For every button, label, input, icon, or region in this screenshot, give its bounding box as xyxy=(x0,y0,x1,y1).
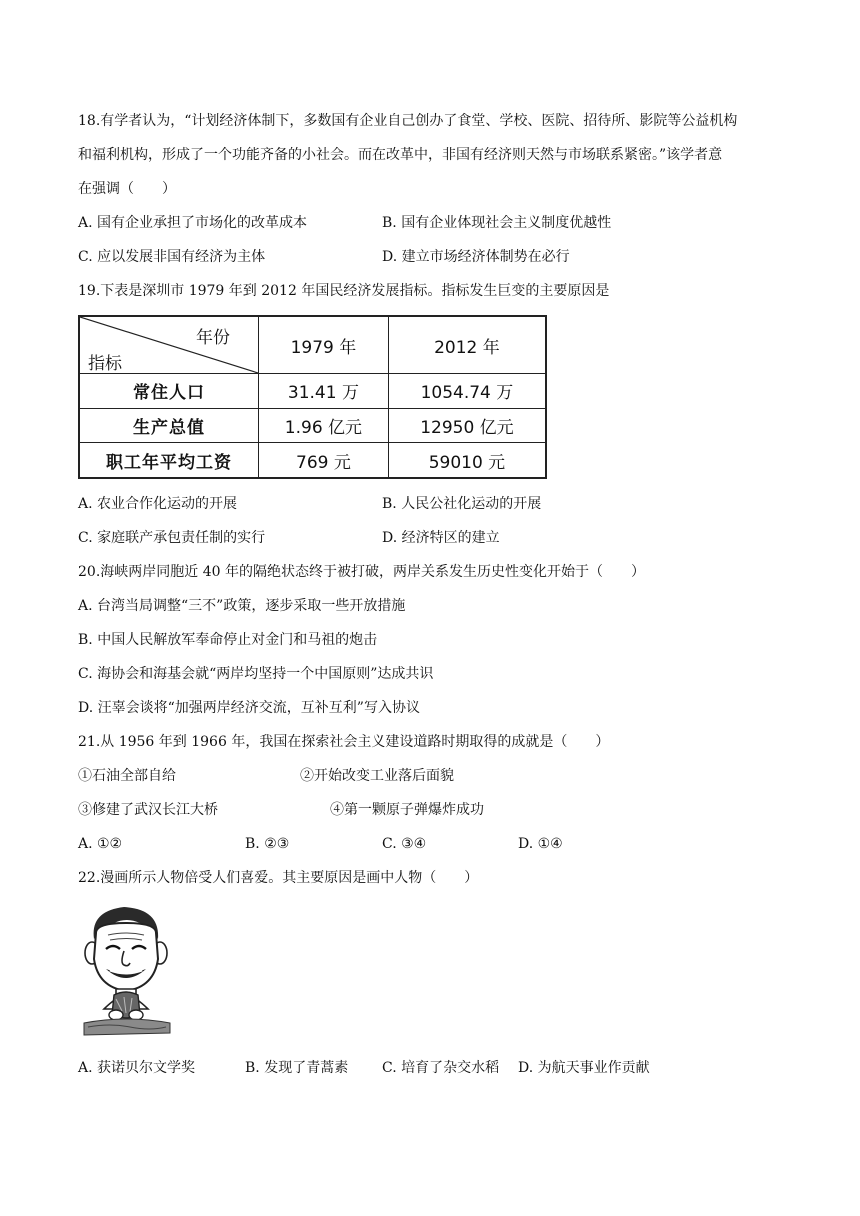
q18-option-b: B. 国有企业体现社会主义制度优越性 xyxy=(382,215,612,231)
q22-option-c: C. 培育了杂交水稻 xyxy=(382,1060,500,1076)
q21-option-d: D. ①④ xyxy=(518,836,563,852)
q19-option-c: C. 家庭联产承包责任制的实行 xyxy=(78,530,266,546)
table-cell: 12950 亿元 xyxy=(388,408,546,443)
corner-label-indicator: 指标 xyxy=(88,354,122,374)
q21-option-b: B. ②③ xyxy=(245,836,290,852)
table-row xyxy=(79,443,546,478)
q18-stem-line-2: 和福利机构，形成了一个功能齐备的小社会。而在改革中，非国有经济则天然与市场联系紧密。”该学者意 xyxy=(78,147,723,163)
q19-option-d: D. 经济特区的建立 xyxy=(382,530,500,546)
q20-option-c: C. 海协会和海基会就“两岸均坚持一个中国原则”达成共识 xyxy=(78,666,434,682)
q21-item-3: ③修建了武汉长江大桥 xyxy=(78,802,218,818)
q22-option-b: B. 发现了青蒿素 xyxy=(245,1060,349,1076)
q19-option-b: B. 人民公社化运动的开展 xyxy=(382,496,542,512)
q19-option-a: A. 农业合作化运动的开展 xyxy=(78,496,238,512)
cartoon-portrait-image xyxy=(80,903,172,1039)
q18-stem-line-3: 在强调（ ） xyxy=(78,181,176,197)
row-label-population: 常住人口 xyxy=(79,374,259,409)
table-cell: 31.41 万 xyxy=(259,374,389,409)
q18-option-c: C. 应以发展非国有经济为主体 xyxy=(78,249,266,265)
q18-option-d: D. 建立市场经济体制势在必行 xyxy=(382,249,570,265)
q21-option-a: A. ①② xyxy=(78,836,123,852)
q21-item-1: ①石油全部自给 xyxy=(78,768,176,784)
table-row xyxy=(79,408,546,443)
q20-option-d: D. 汪辜会谈将“加强两岸经济交流，互补互利”写入协议 xyxy=(78,700,420,716)
q22-stem: 22.漫画所示人物倍受人们喜爱。其主要原因是画中人物（ ） xyxy=(78,870,479,886)
row-label-wage: 职工年平均工资 xyxy=(79,443,259,478)
table-header-row xyxy=(79,316,546,374)
table-corner-cell xyxy=(79,316,259,374)
q18-stem-line-1: 18.有学者认为，“计划经济体制下，多数国有企业自己创办了食堂、学校、医院、招待所、影院等公益机构 xyxy=(78,113,738,129)
row-label-gdp: 生产总值 xyxy=(79,408,259,443)
shenzhen-indicator-table xyxy=(78,315,547,479)
q21-stem: 21.从 1956 年到 1966 年，我国在探索社会主义建设道路时期取得的成就是（ ） xyxy=(78,734,610,750)
q18-option-a: A. 国有企业承担了市场化的改革成本 xyxy=(78,215,308,231)
q21-item-4: ④第一颗原子弹爆炸成功 xyxy=(330,802,484,818)
table-cell: 59010 元 xyxy=(388,443,546,478)
q22-option-d: D. 为航天事业作贡献 xyxy=(518,1060,650,1076)
q19-stem: 19.下表是深圳市 1979 年到 2012 年国民经济发展指标。指标发生巨变的主要原因是 xyxy=(78,283,610,299)
q20-stem: 20.海峡两岸同胞近 40 年的隔绝状态终于被打破，两岸关系发生历史性变化开始于（ ） xyxy=(78,564,645,580)
q20-option-a: A. 台湾当局调整“三不”政策，逐步采取一些开放措施 xyxy=(78,598,406,614)
corner-label-year: 年份 xyxy=(196,328,230,348)
q21-item-2: ②开始改变工业落后面貌 xyxy=(300,768,454,784)
table-row xyxy=(79,374,546,409)
table-cell: 769 元 xyxy=(259,443,389,478)
q20-option-b: B. 中国人民解放军奉命停止对金门和马祖的炮击 xyxy=(78,632,378,648)
table-cell: 1.96 亿元 xyxy=(259,408,389,443)
q22-option-a: A. 获诺贝尔文学奖 xyxy=(78,1060,196,1076)
q21-option-c: C. ③④ xyxy=(382,836,427,852)
table-cell: 1054.74 万 xyxy=(388,374,546,409)
column-header-1979: 1979 年 xyxy=(259,316,389,374)
column-header-2012: 2012 年 xyxy=(388,316,546,374)
